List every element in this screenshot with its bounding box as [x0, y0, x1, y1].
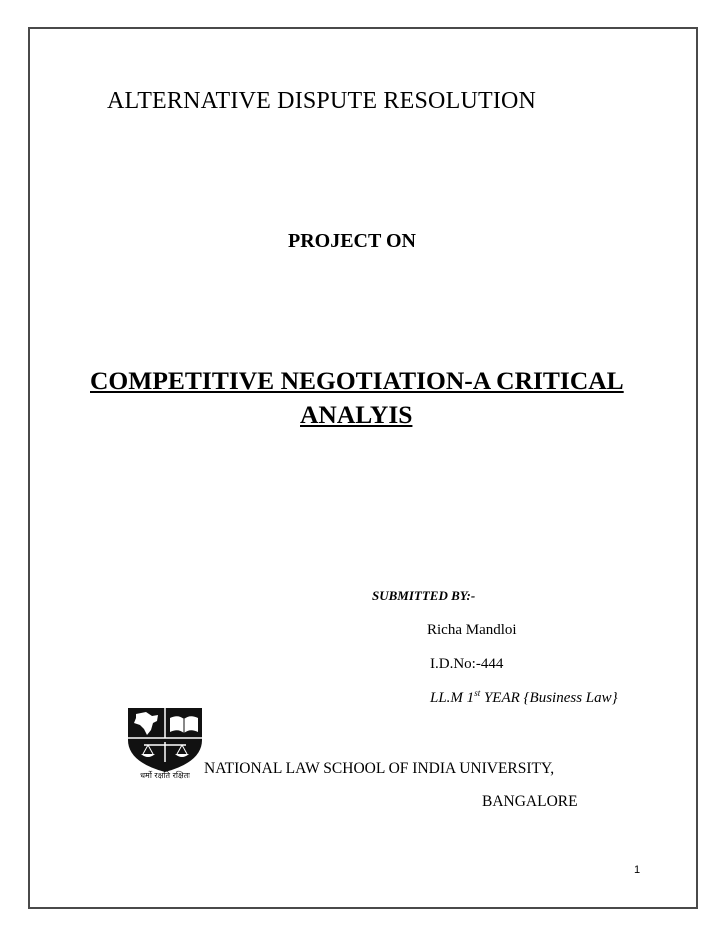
university-city: BANGALORE — [482, 793, 578, 810]
course-heading: ALTERNATIVE DISPUTE RESOLUTION — [107, 88, 537, 114]
project-on-heading: PROJECT ON — [288, 230, 416, 252]
submitted-by-label: SUBMITTED BY:- — [372, 588, 476, 603]
course-year-ordinal: st — [474, 688, 481, 698]
project-title-line-1: COMPETITIVE NEGOTIATION-A CRITICAL — [90, 366, 624, 395]
course-year — [430, 688, 618, 707]
page-number: 1 — [634, 864, 641, 876]
project-title-line-2: ANALYIS — [300, 400, 413, 429]
university-name: NATIONAL LAW SCHOOL OF INDIA UNIVERSITY, — [204, 760, 555, 777]
course-year-prefix: LL.M 1 — [430, 690, 475, 706]
student-id: I.D.No:-444 — [430, 656, 504, 672]
student-name: Richa Mandloi — [427, 622, 517, 638]
course-year-suffix: YEAR {Business Law} — [480, 690, 618, 706]
nls-emblem-icon — [122, 706, 208, 780]
logo-motto: धर्मो रक्षति रक्षितः — [140, 771, 190, 780]
